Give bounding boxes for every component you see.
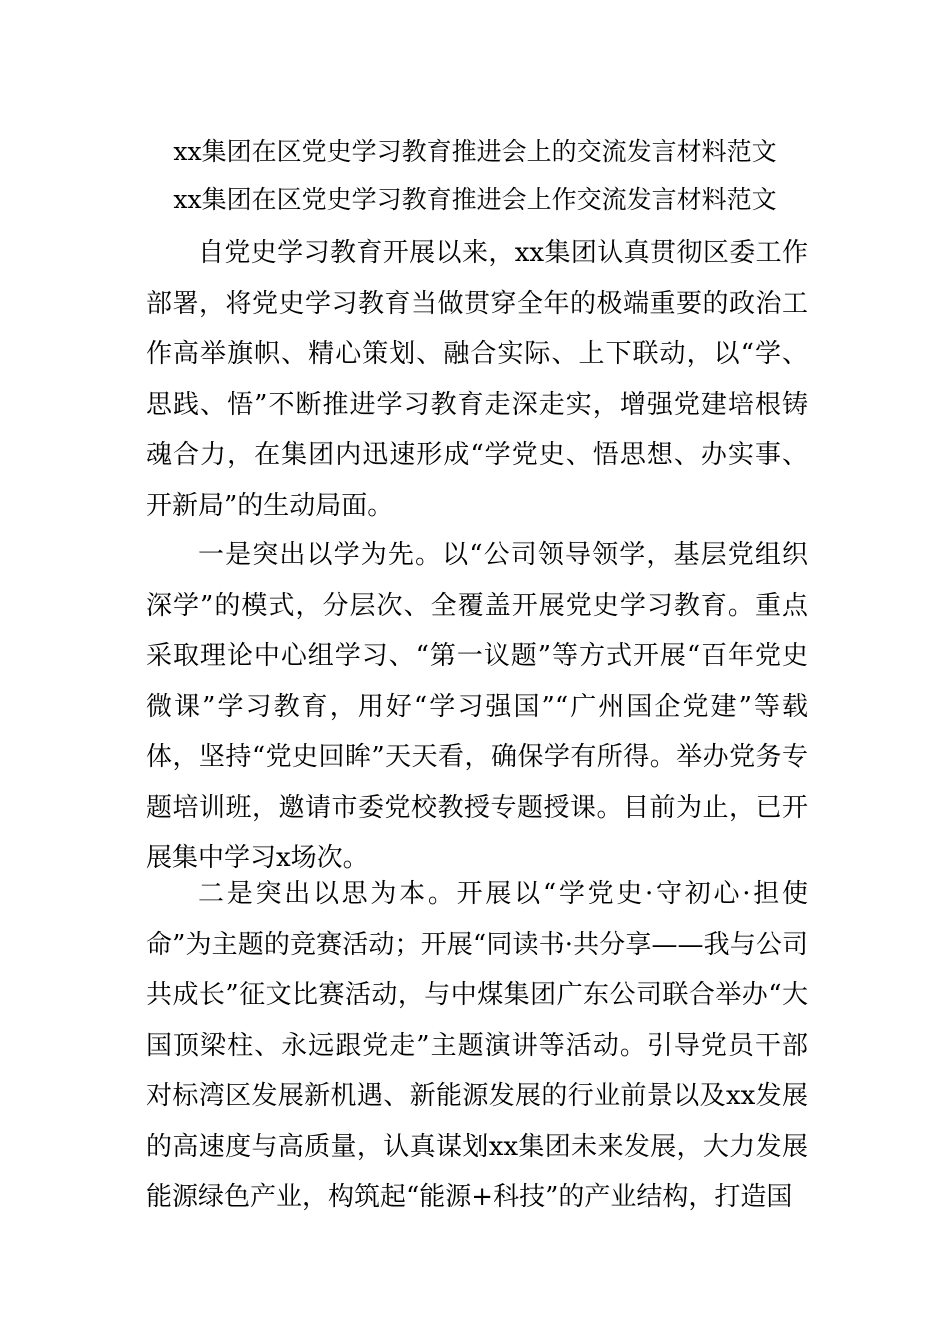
- paragraph-study-first: 一是突出以学为先。以“公司领导领学，基层党组织深学”的模式，分层次、全覆盖开展党史学习教育。重点采取理论中心组学习、“第一议题”等方式开展“百年党史微课”学习教育，用好“学习强国”“广州国企党建”等载体，坚持“党史回眸”天天看，确保学有所得。举办党务专题培训班，邀请市委党校教授专题授课。目前为止，已开展集中学习x场次。: [146, 540, 808, 873]
- paragraph-intro: 自党史学习教育开展以来，xx集团认真贯彻区委工作部署，将党史学习教育当做贯穿全年的极端重要的政治工作高举旗帜、精心策划、融合实际、上下联动，以“学、思践、悟”不断推进学习教育走深走实，增强党建培根铸魂合力，在集团内迅速形成“学党史、悟思想、办实事、开新局”的生动局面。: [146, 238, 808, 521]
- document-subtitle: xx集团在区党史学习教育推进会上作交流发言材料范文: [173, 185, 777, 214]
- paragraph-thinking-basis: 二是突出以思为本。开展以“学党史·守初心·担使命”为主题的竞赛活动；开展“同读书·共分享——我与公司共成长”征文比赛活动，与中煤集团广东公司联合举办“大国顶梁柱、永远跟党走”主题演讲等活动。引导党员干部对标湾区发展新机遇、新能源发展的行业前景以及xx发展的高速度与高质量，认真谋划xx集团未来发展，大力发展能源绿色产业，构筑起“能源+科技”的产业结构，打造国: [146, 879, 808, 1212]
- document-title: xx集团在区党史学习教育推进会上的交流发言材料范文: [173, 137, 777, 166]
